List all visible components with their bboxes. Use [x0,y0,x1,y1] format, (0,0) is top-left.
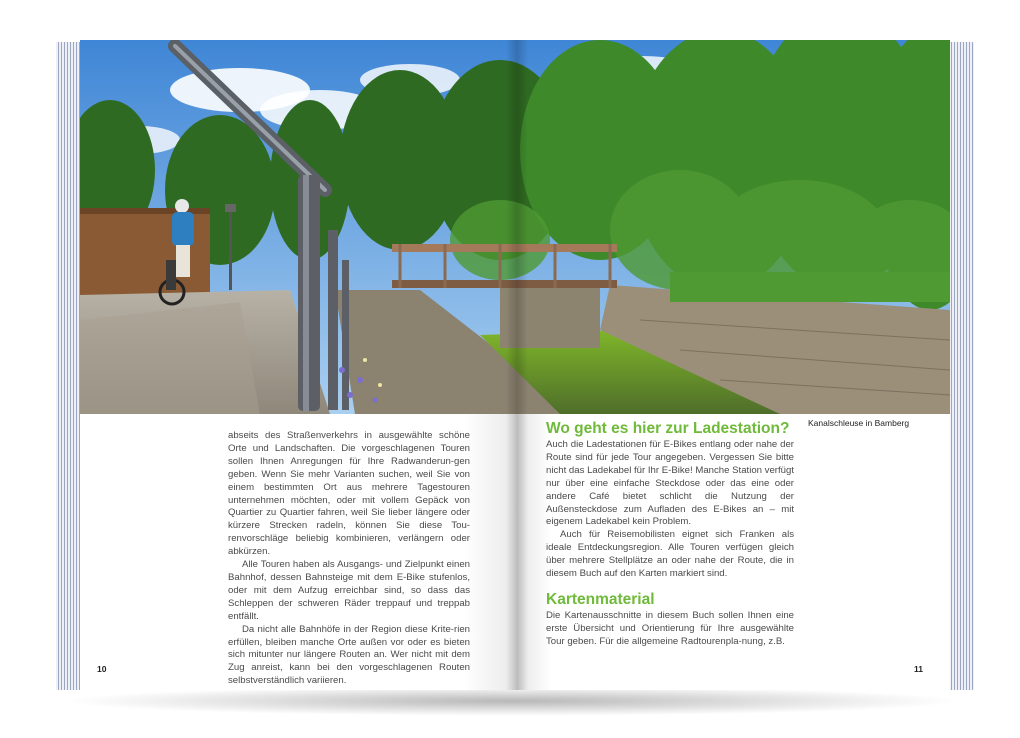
book-gutter [506,40,528,690]
paragraph: abseits des Straßenverkehrs in ausgewählte schöne Orte und Landschaften. Die vorgeschlagenen Touren sollen Ihnen Anregungen für Ihre Radwanderun-gen geben. Wenn Sie mehr Varianten suchen, weil Sie von einem bestimmten Ort aus mehrere Tagestouren unternehmen möchten, oder mit vollem Gepäck von Quartier zu Quartier fahren, weil Sie lieber längere oder kürzere Strecken radeln, können Sie diese Tou-renvorschläge beliebig kombinieren, verlängern oder abkürzen. [228,430,470,558]
paragraph: Alle Touren haben als Ausgangs- und Zielpunkt einen Bahnhof, dessen Bahnsteige mit dem E-Bike stufenlos, oder mit dem Aufzug erreichbar sind, so dass das Schleppen der schweren Räder treppauf und treppab entfällt. [228,559,470,622]
left-page-edges [56,42,82,690]
paragraph: Auch die Ladestationen für E-Bikes entlang oder nahe der Route sind für jede Tour angegeben. Vergessen Sie bitte nicht das Ladekabel für Ihr E-Bike! Manche Station verfügt nur über eine einfache Steckdose oder das eine oder andere Café bietet schlicht die Nutzung der Außensteckdose zum Aufladen des E-Bikes an – mit eigenem Ladekabel kein Problem. [546,439,794,528]
page-number-right: 11 [914,664,923,674]
section-heading: Wo geht es hier zur Ladestation? [546,420,790,437]
paragraph: Da nicht alle Bahnhöfe in der Region diese Krite-rien erfüllen, bleiben manche Orte außen vor oder es bieten sich mitunter nur längere Routen an. Wer nicht mit dem Zug anreist, kann bei den vorgeschlagenen Routen selbstverständlich variieren. [228,623,470,687]
paragraph: Die Kartenausschnitte in diesem Buch sollen Ihnen eine erste Übersicht und Orientierung für Ihre ausgewählte Tour geben. Für die allgemeine Radtourenpla-nung, z.B. [546,609,794,647]
open-book [56,40,974,692]
photo-caption: Kanalschleuse in Bamberg [808,418,910,428]
left-text-column [228,430,470,688]
right-page-edges [948,42,974,690]
page-number-left: 10 [97,664,107,674]
right-text-column [546,420,794,649]
section-heading: Kartenmaterial [546,590,655,608]
paragraph: Auch für Reisemobilisten eignet sich Franken als ideale Entdeckungsregion. Alle Touren verfügen gleich über mehrere Stellplätze an oder nahe der Route, die in diesem Buch auf den Karten markiert sind. [546,529,794,580]
